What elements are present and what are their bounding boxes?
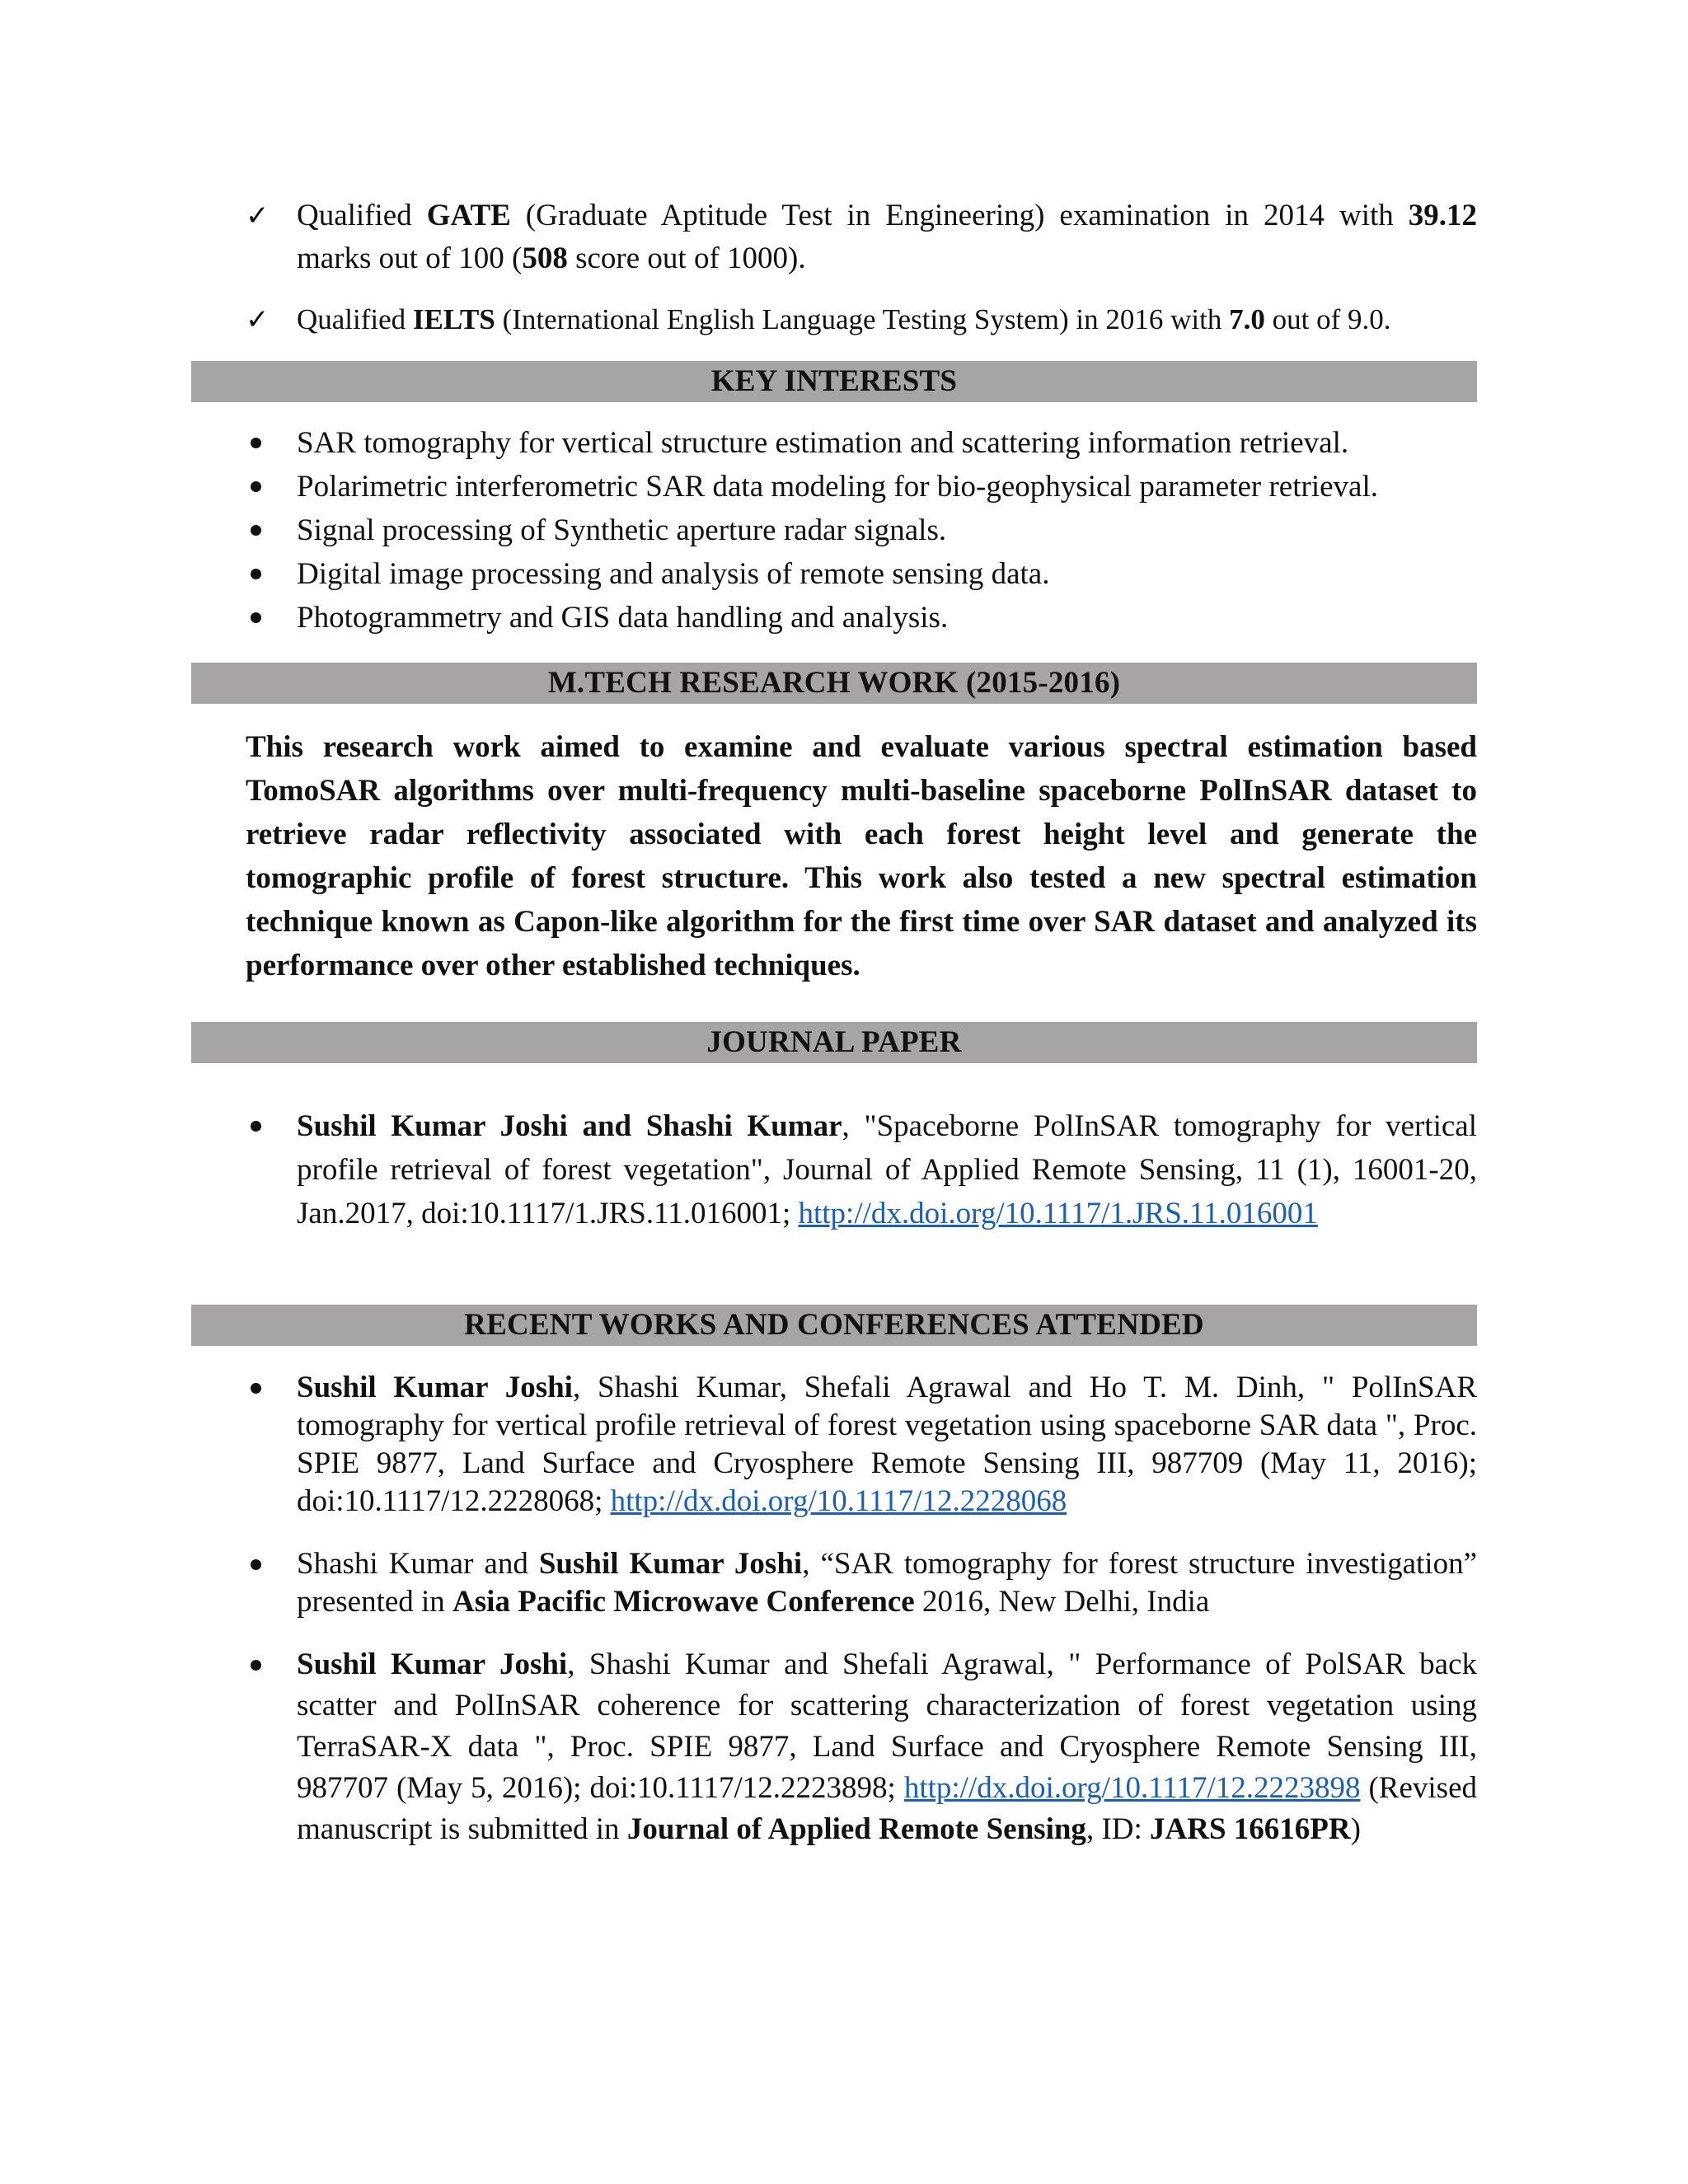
doi-link[interactable]: http://dx.doi.org/10.1117/12.2223898 [903,1771,1361,1805]
exam-marks: 39.12 [1408,199,1477,232]
qualification-ielts: ✓ Qualified IELTS (International English Language Testing System) in 2016 with 7.0 out of 9.0. [191,298,1477,341]
author-name: Sushil Kumar Joshi [538,1547,803,1581]
checkmark-icon: ✓ [246,199,270,232]
page-content [191,194,1477,1850]
journal-authors: Sushil Kumar Joshi and Shashi Kumar [297,1109,842,1143]
list-item: Sushil Kumar Joshi, Shashi Kumar, Shefali Agrawal and Ho T. M. Dinh, " PolInSAR tomography for vertical profile retrieval of forest vegetation using spaceborne SAR data ", Proc. SPIE 9877, Land Surface and Cryosphere Remote Sensing III, 987709 (May 11, 2016); doi:10.1117/12.2228068; http://dx.doi.org/10.1117/12.2228068 [191,1369,1477,1521]
author-name: Sushil Kumar Joshi [297,1371,573,1404]
list-item: SAR tomography for vertical structure estimation and scattering information retrieval. [191,421,1477,465]
bullet-icon [251,612,261,623]
list-item: Sushil Kumar Joshi and Shashi Kumar, "Spaceborne PolInSAR tomography for vertical profile retrieval of forest vegetation", Journal of Applied Remote Sensing, 11 (1), 16001-20, Jan.2017, doi:10.1117/1.JRS.11.016001; http://dx.doi.org/10.1117/1.JRS.11.016001 [191,1104,1477,1235]
section-header-key-interests: KEY INTERESTS [191,361,1477,402]
section-header-recent-works: RECENT WORKS AND CONFERENCES ATTENDED [191,1305,1477,1346]
doi-link[interactable]: http://dx.doi.org/10.1117/1.JRS.11.016001 [798,1197,1318,1230]
section-header-research: M.TECH RESEARCH WORK (2015-2016) [191,663,1477,704]
research-description: This research work aimed to examine and evaluate various spectral estimation based TomoSAR algorithms over multi-frequency multi-baseline spaceborne PolInSAR dataset to retrieve radar reflectivity associated with each forest height level and generate the tomographic profile of forest structure. This work also tested a new spectral estimation technique known as Capon-like algorithm for the first time over SAR dataset and analyzed its performance over other established techniques. [246,730,1477,982]
list-item: Digital image processing and analysis of remote sensing data. [191,552,1477,596]
exam-score: 508 [522,241,568,275]
section-header-journal: JOURNAL PAPER [191,1022,1477,1063]
list-item: Sushil Kumar Joshi, Shashi Kumar and Shefali Agrawal, " Performance of PolSAR back scatter and PolInSAR coherence for scattering characterization of forest vegetation using TerraSAR-X data ", Proc. SPIE 9877, Land Surface and Cryosphere Remote Sensing III, 987707 (May 5, 2016); doi:10.1117/12.2223898; http://dx.doi.org/10.1117/12.2223898 (Revised manuscript is submitted in Journal of Applied Remote Sensing, ID: JARS 16616PR) [191,1644,1477,1850]
qualification-gate: ✓ Qualified GATE (Graduate Aptitude Test in Engineering) examination in 2014 with 39.12 marks out of 100 (508 score out of 1000). [191,194,1477,280]
bullet-icon [251,1121,261,1132]
list-item: Signal processing of Synthetic aperture radar signals. [191,509,1477,552]
recent-works-list [191,1369,1477,1850]
author-name: Sushil Kumar Joshi [297,1647,568,1681]
exam-marks: 7.0 [1229,303,1265,335]
exam-name: IELTS [412,303,495,335]
journal-name: Journal of Applied Remote Sensing [626,1812,1086,1846]
bullet-icon [251,1383,261,1394]
bullet-icon [251,569,261,579]
doi-link[interactable]: http://dx.doi.org/10.1117/12.2228068 [610,1484,1067,1518]
bullet-icon [251,1559,261,1570]
list-item: Shashi Kumar and Sushil Kumar Joshi, “SAR tomography for forest structure investigation” presented in Asia Pacific Microwave Conference 2016, New Delhi, India [191,1545,1477,1621]
bullet-icon [251,481,261,492]
checkmark-icon: ✓ [246,303,270,336]
bullet-icon [251,525,261,536]
conference-name: Asia Pacific Microwave Conference [452,1585,915,1619]
bullet-icon [251,438,261,448]
exam-name: GATE [426,199,511,232]
manuscript-id: JARS 16616PR [1150,1812,1351,1846]
journal-list [191,1104,1477,1235]
list-item: Polarimetric interferometric SAR data modeling for bio-geophysical parameter retrieval. [191,465,1477,509]
list-item: Photogrammetry and GIS data handling and analysis. [191,596,1477,640]
bullet-icon [251,1660,261,1671]
key-interests-list [191,421,1477,640]
